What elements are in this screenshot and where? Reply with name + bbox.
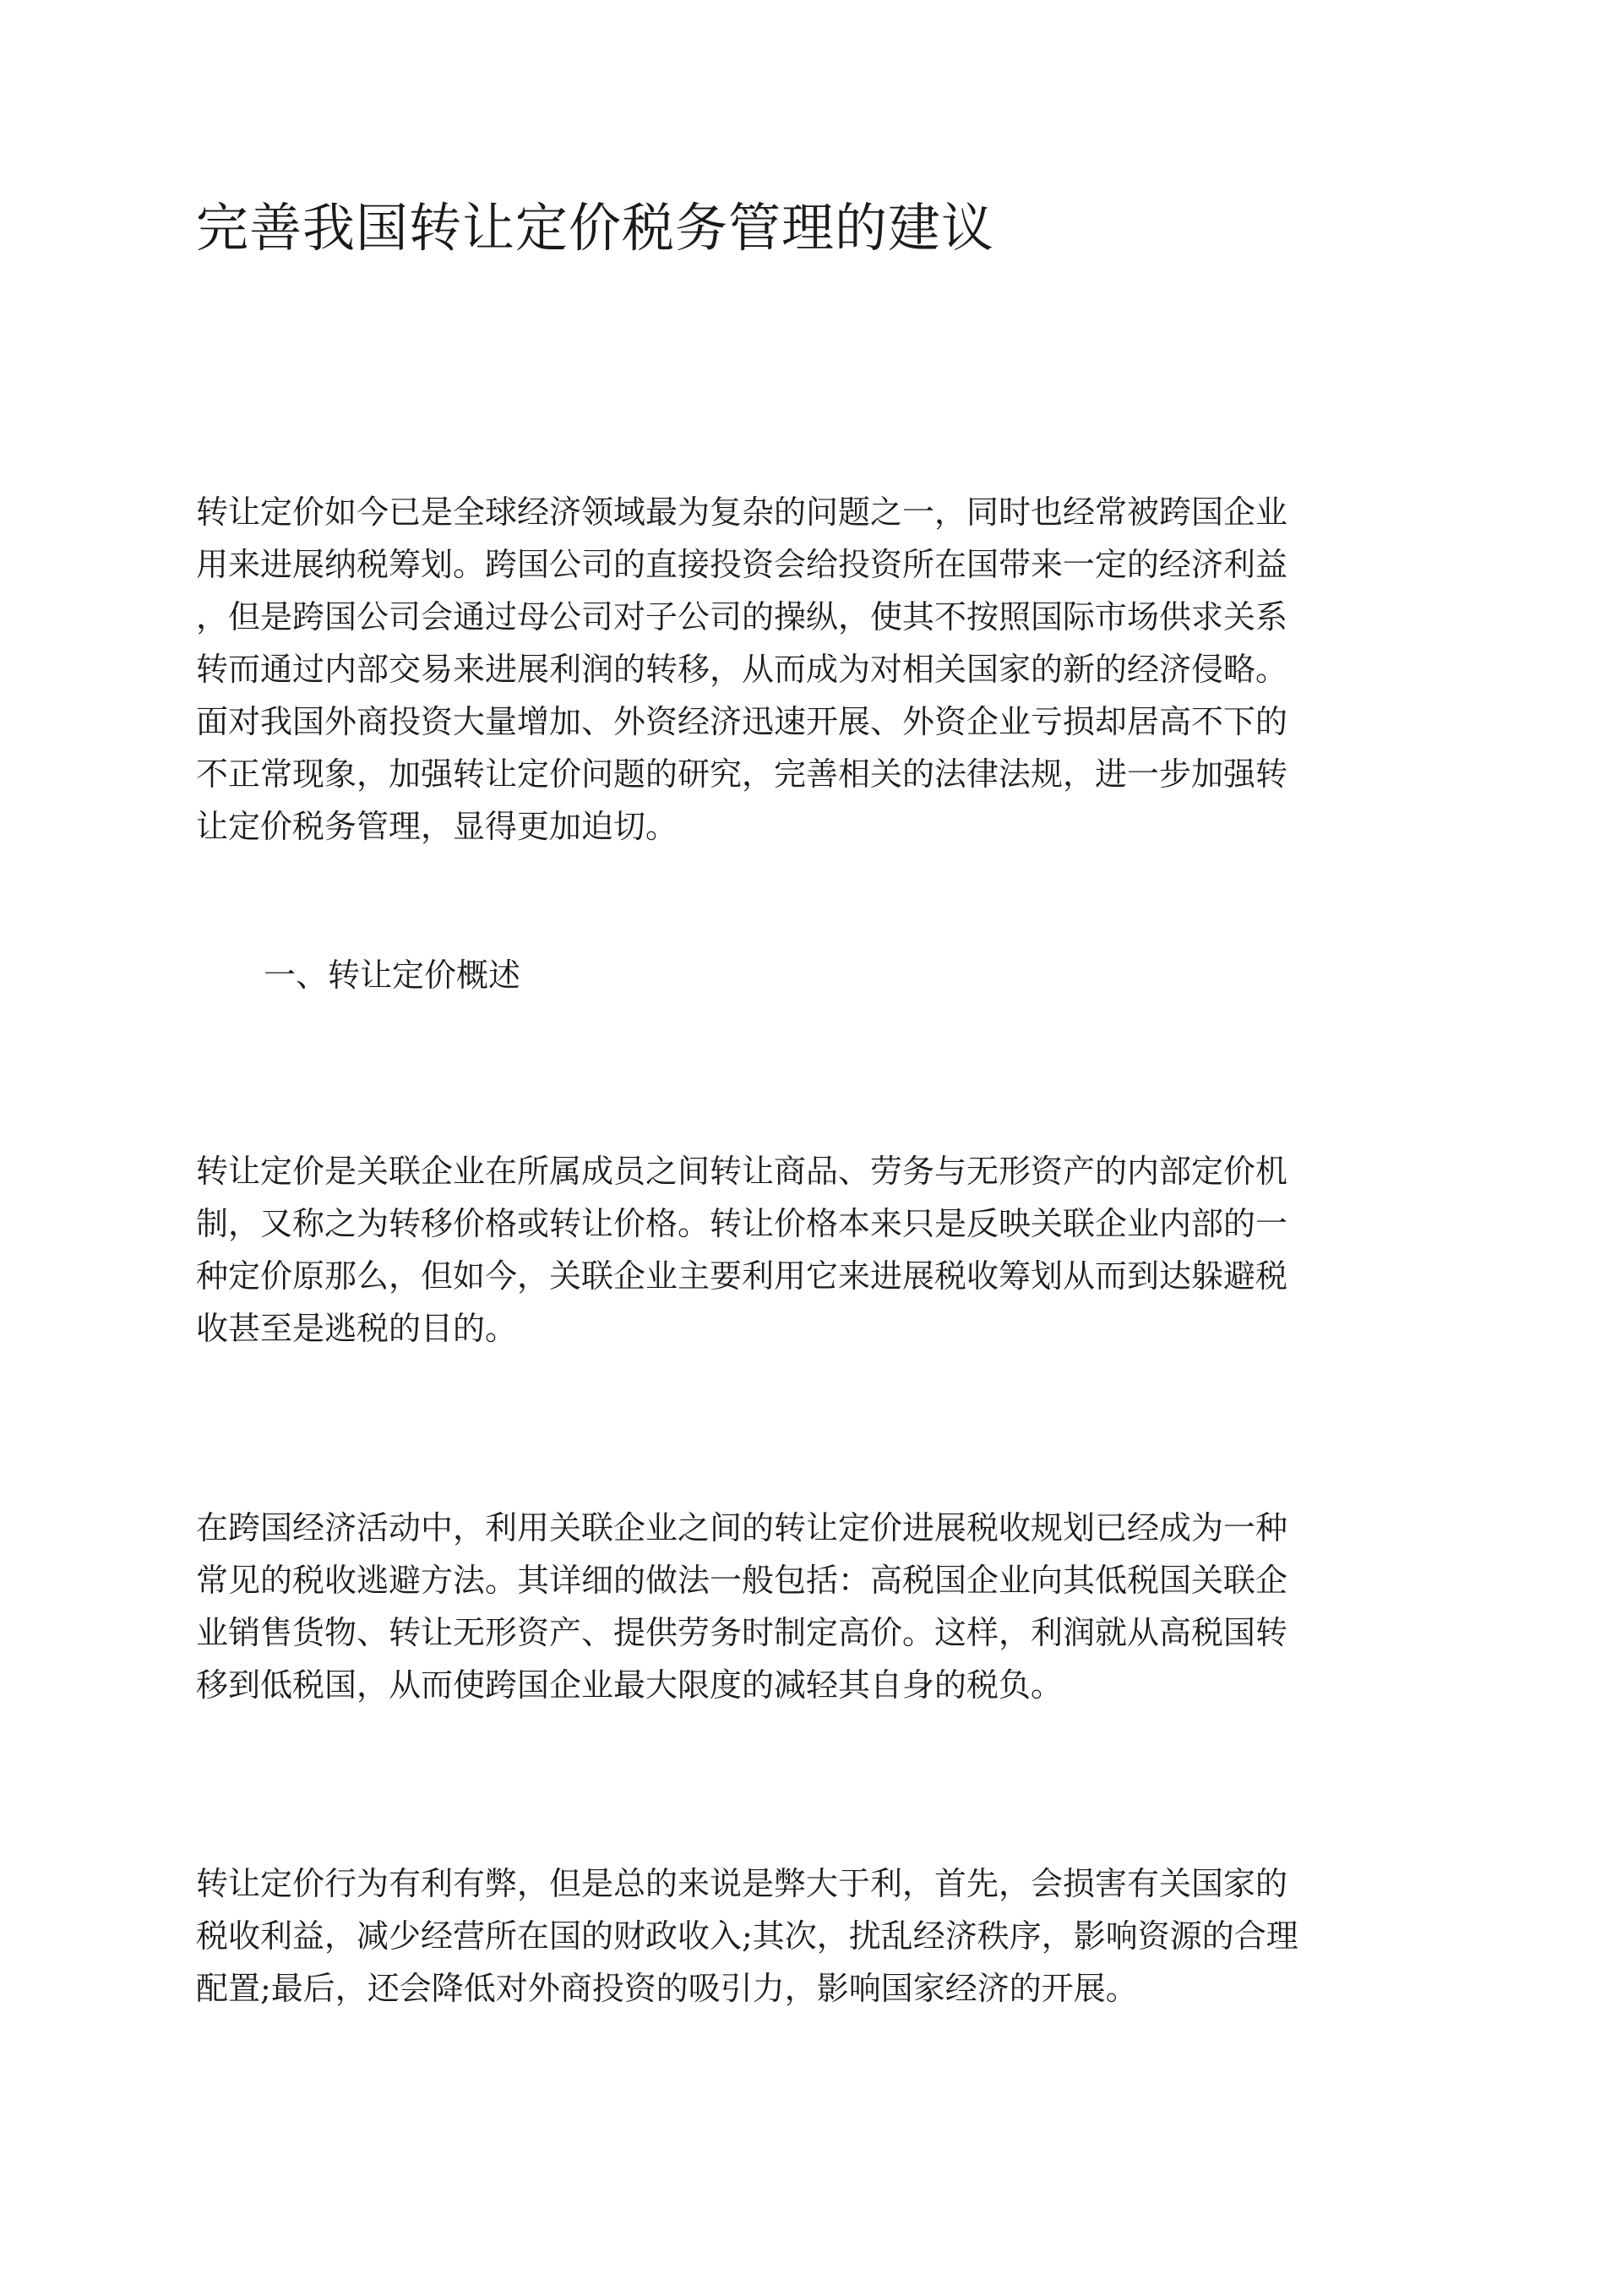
paragraph-line: 种定价原那么，但如今，关联企业主要利用它来进展税收筹划从而到达躲避税 xyxy=(196,1257,1288,1295)
section-heading: 一、转让定价概述 xyxy=(264,957,521,994)
paragraph-line: 收甚至是逃税的目的。 xyxy=(196,1310,518,1347)
paragraph-line: 用来进展纳税筹划。跨国公司的直接投资会给投资所在国带来一定的经济利益 xyxy=(196,546,1288,583)
effects-paragraph xyxy=(196,1857,1423,2015)
document-title: 完善我国转让定价税务管理的建议 xyxy=(196,197,995,259)
practice-paragraph xyxy=(196,1502,1423,1711)
paragraph-line: 转让定价行为有利有弊，但是总的来说是弊大于利，首先，会损害有关国家的 xyxy=(196,1865,1288,1902)
paragraph-line: 转让定价如今已是全球经济领域最为复杂的问题之一，同时也经常被跨国企业 xyxy=(196,494,1288,531)
paragraph-line: 转而通过内部交易来进展利润的转移，从而成为对相关国家的新的经济侵略。 xyxy=(196,651,1288,688)
paragraph-line: 让定价税务管理，显得更加迫切。 xyxy=(196,808,678,845)
paragraph-line: 业销售货物、转让无形资产、提供劳务时制定高价。这样，利润就从高税国转 xyxy=(196,1614,1288,1651)
paragraph-line: 配置;最后，还会降低对外商投资的吸引力，影响国家经济的开展。 xyxy=(196,1970,1138,2007)
paragraph-line: 税收利益，减少经营所在国的财政收入;其次，扰乱经济秩序，影响资源的合理 xyxy=(196,1917,1298,1955)
paragraph-line: 在跨国经济活动中，利用关联企业之间的转让定价进展税收规划已经成为一种 xyxy=(196,1509,1288,1546)
paragraph-line: 制，又称之为转移价格或转让价格。转让价格本来只是反映关联企业内部的一 xyxy=(196,1205,1288,1242)
paragraph-line: 转让定价是关联企业在所属成员之间转让商品、劳务与无形资产的内部定价机 xyxy=(196,1153,1288,1190)
paragraph-line: 常见的税收逃避方法。其详细的做法一般包括：高税国企业向其低税国关联企 xyxy=(196,1562,1288,1599)
paragraph-line: 不正常现象，加强转让定价问题的研究，完善相关的法律法规，进一步加强转 xyxy=(196,755,1288,793)
paragraph-line: 面对我国外商投资大量增加、外资经济迅速开展、外资企业亏损却居高不下的 xyxy=(196,703,1288,740)
paragraph-line: 移到低税国，从而使跨国企业最大限度的减轻其自身的税负。 xyxy=(196,1666,1064,1704)
definition-paragraph xyxy=(196,1145,1423,1355)
paragraph-line: ，但是跨国公司会通过母公司对子公司的操纵，使其不按照国际市场供求关系 xyxy=(196,598,1288,635)
intro-paragraph xyxy=(196,486,1423,853)
